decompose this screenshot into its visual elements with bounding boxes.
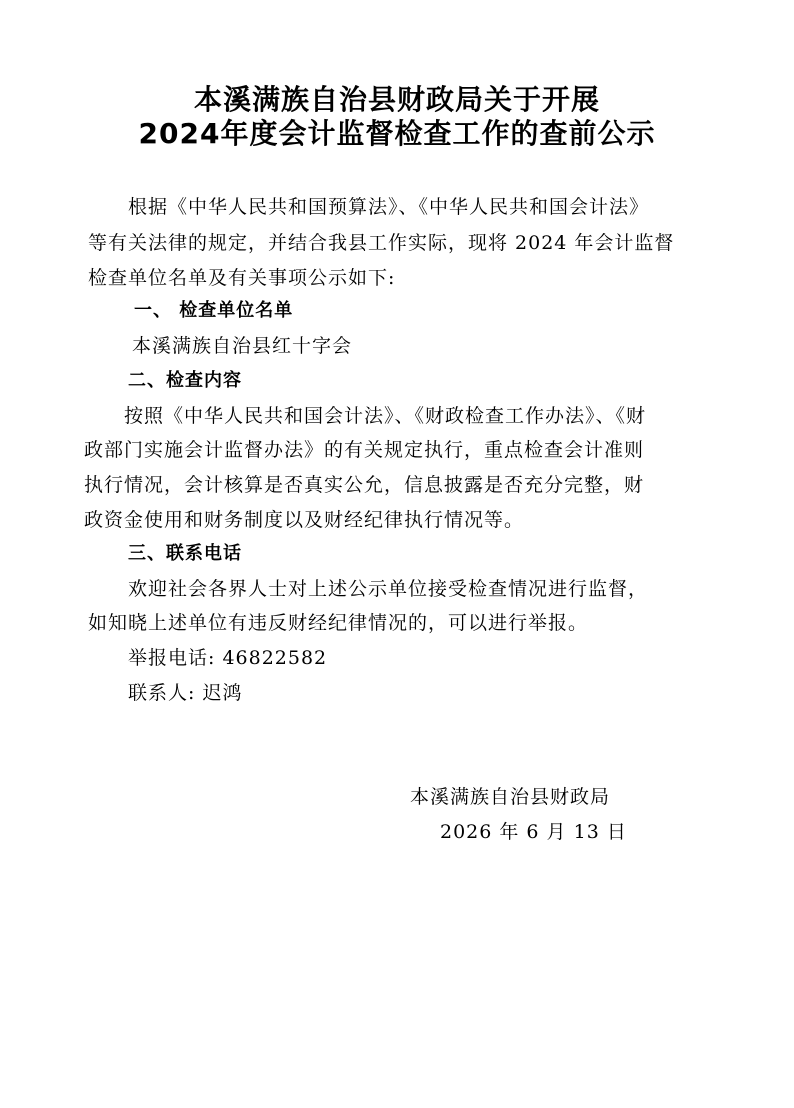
document-title-line1: 本溪满族自治县财政局关于开展 bbox=[193, 83, 600, 116]
section3-line2: 如知晓上述单位有违反财经纪律情况的，可以进行举报。 bbox=[88, 612, 589, 634]
signature-org: 本溪满族自治县财政局 bbox=[410, 786, 611, 808]
section2-line1: 按照《中华人民共和国会计法》、《财政检查工作办法》、《财 bbox=[124, 405, 647, 427]
section2-line3: 执行情况，会计核算是否真实公允，信息披露是否充分完整，财 bbox=[84, 474, 645, 496]
section2-line2: 政部门实施会计监督办法》的有关规定执行，重点检查会计准则 bbox=[84, 439, 645, 461]
report-phone: 举报电话: 46822582 bbox=[128, 647, 328, 669]
section2-line4: 政资金使用和财务制度以及财经纪律执行情况等。 bbox=[84, 509, 525, 531]
intro-line3: 检查单位名单及有关事项公示如下: bbox=[88, 267, 396, 289]
section3-heading: 三、联系电话 bbox=[128, 543, 242, 564]
section1-heading: 一、 检查单位名单 bbox=[134, 300, 294, 321]
intro-line1: 根据《中华人民共和国预算法》、《中华人民共和国会计法》 bbox=[128, 196, 650, 218]
section1-content: 本溪满族自治县红十字会 bbox=[132, 335, 353, 357]
document-title-line2: 2024年度会计监督检查工作的查前公示 bbox=[138, 117, 656, 150]
intro-line2: 等有关法律的规定，并结合我县工作实际，现将 2024 年会计监督 bbox=[88, 232, 675, 254]
signature-date: 2026 年 6 月 13 日 bbox=[440, 821, 627, 843]
contact-person: 联系人: 迟鸿 bbox=[128, 682, 243, 704]
section2-heading: 二、检查内容 bbox=[128, 370, 242, 391]
section3-line1: 欢迎社会各界人士对上述公示单位接受检查情况进行监督， bbox=[128, 578, 649, 600]
